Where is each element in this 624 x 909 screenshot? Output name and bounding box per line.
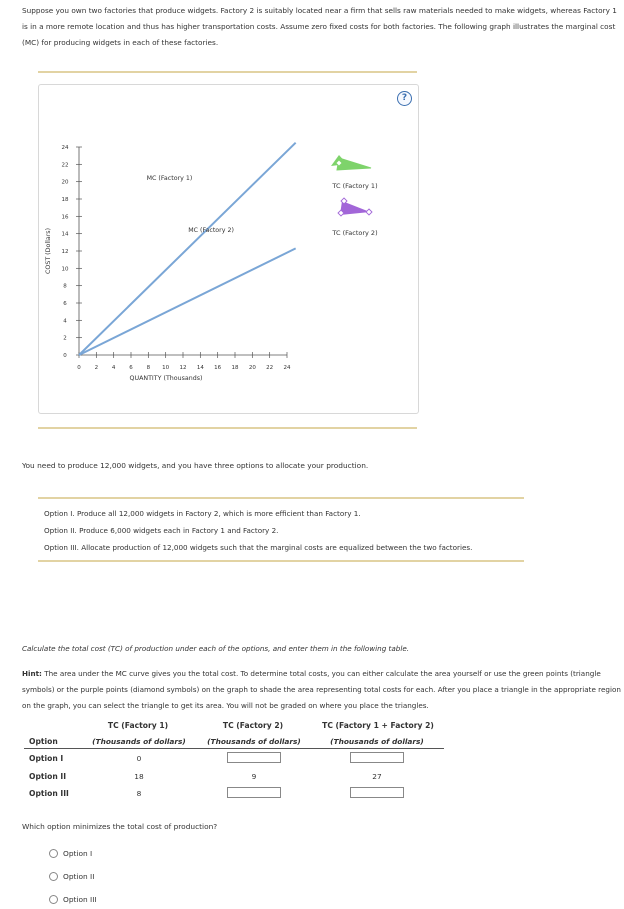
x-axis-label: QUANTITY (Thousands) xyxy=(129,375,203,382)
tc2-input-option3[interactable] xyxy=(227,787,281,798)
y-tick-label: 0 xyxy=(63,353,67,359)
col-units-total: (Thousands of dollars) xyxy=(330,737,424,746)
y-tick-label: 20 xyxy=(61,179,69,186)
y-axis-label: COST (Dollars) xyxy=(45,227,52,275)
y-tick-label: 18 xyxy=(61,197,69,203)
x-tick-label: 20 xyxy=(248,365,256,371)
question-text: Which option minimizes the total cost of production? xyxy=(22,822,218,831)
mc-curve-label: MC (Factory 1) xyxy=(146,174,193,182)
hint-body: The area under the MC curve gives you the total cost. To determine total costs, you can either calculate the area yourself or use the green points (triangle symbols) or the purple points (diamond symbols) on the graph to shade the area representing total costs for each. After you place a triangle in the appropriate region on the graph, you can select the triangle to get its area. You will not be graded on where you place the triangles. xyxy=(22,669,621,710)
divider xyxy=(38,427,417,429)
x-tick-label: 6 xyxy=(129,365,133,371)
tc-factory2-tool-label: TC (Factory 2) xyxy=(332,229,378,237)
calc-instruction: Calculate the total cost (TC) of production under each of the options, and enter them in the following table. xyxy=(22,644,410,653)
tc-factory1-tool-icon xyxy=(337,158,371,170)
y-tick-label: 24 xyxy=(61,145,69,151)
x-tick-label: 18 xyxy=(231,365,239,371)
radio-option-2[interactable] xyxy=(49,872,58,881)
total-input-option3[interactable] xyxy=(350,787,404,798)
x-tick-label: 16 xyxy=(214,365,222,371)
hint-text xyxy=(22,666,622,714)
radio-label: Option III xyxy=(63,895,97,904)
divider xyxy=(38,497,524,499)
hint-label: Hint: xyxy=(22,669,42,678)
row-label: Option II xyxy=(29,772,67,781)
divider xyxy=(38,560,524,562)
y-tick-label: 4 xyxy=(63,318,67,325)
divider xyxy=(38,71,417,73)
prompt-text: You need to produce 12,000 widgets, and you have three options to allocate your production. xyxy=(22,461,369,470)
y-tick-label: 12 xyxy=(61,249,69,255)
y-tick-label: 16 xyxy=(61,214,69,221)
y-tick-label: 2 xyxy=(63,335,67,342)
y-tick-label: 8 xyxy=(63,283,67,290)
option-description: Option I. Produce all 12,000 widgets in Factory 2, which is more efficient than Factory 1. xyxy=(44,509,361,518)
col-header-total: TC (Factory 1 + Factory 2) xyxy=(322,721,434,730)
y-tick-label: 10 xyxy=(61,266,69,273)
table-header-rule xyxy=(24,748,444,749)
x-tick-label: 8 xyxy=(146,365,151,371)
col-header-tc2: TC (Factory 2) xyxy=(222,721,284,730)
mc-curve-2 xyxy=(79,248,296,355)
y-tick-label: 6 xyxy=(63,301,67,307)
radio-option-3[interactable] xyxy=(49,895,58,904)
col-header-tc1: TC (Factory 1) xyxy=(107,721,169,730)
radio-label: Option II xyxy=(63,872,95,881)
mc-curve-label: MC (Factory 2) xyxy=(188,226,234,234)
tc-factory2-tool-handle xyxy=(366,209,372,215)
tc-factory1-tool-label: TC (Factory 1) xyxy=(332,182,378,190)
x-tick-label: 0 xyxy=(77,365,81,371)
total-value: 27 xyxy=(372,772,382,781)
tc1-value: 18 xyxy=(134,772,144,781)
row-label: Option I xyxy=(29,754,64,763)
col-units-tc1: (Thousands of dollars) xyxy=(92,737,186,746)
mc-chart xyxy=(38,84,417,412)
x-tick-label: 10 xyxy=(162,365,170,371)
tc2-value: 9 xyxy=(251,772,257,781)
col-units-tc2: (Thousands of dollars) xyxy=(207,737,301,746)
x-tick-label: 14 xyxy=(196,365,204,371)
option-description: Option II. Produce 6,000 widgets each in Factory 1 and Factory 2. xyxy=(44,526,279,535)
radio-label: Option I xyxy=(63,849,93,858)
x-tick-label: 22 xyxy=(266,365,274,371)
x-tick-label: 4 xyxy=(111,365,116,371)
y-tick-label: 22 xyxy=(61,162,69,169)
row-label: Option III xyxy=(29,789,69,798)
x-tick-label: 12 xyxy=(179,365,187,371)
tc1-value: 0 xyxy=(136,754,142,763)
tc2-input-option1[interactable] xyxy=(227,752,281,763)
option-description: Option III. Allocate production of 12,000 widgets such that the marginal costs are equalized between the two factories. xyxy=(44,543,473,552)
intro-text: Suppose you own two factories that produce widgets. Factory 2 is suitably located near a firm that sells raw materials needed to make widgets, whereas Factory 1 is in a more remote location and thus has higher transportation costs. Assume zero fixed costs for both factories. The following graph illustrates the marginal cost (MC) for producing widgets in each of these factories. xyxy=(22,6,617,47)
col-header-option: Option xyxy=(29,737,58,746)
total-input-option1[interactable] xyxy=(350,752,404,763)
x-tick-label: 2 xyxy=(94,365,99,371)
y-tick-label: 14 xyxy=(61,231,69,238)
help-icon[interactable]: ? xyxy=(397,91,412,106)
radio-option-1[interactable] xyxy=(49,849,58,858)
tc1-value: 8 xyxy=(136,789,142,798)
x-tick-label: 24 xyxy=(283,365,291,371)
